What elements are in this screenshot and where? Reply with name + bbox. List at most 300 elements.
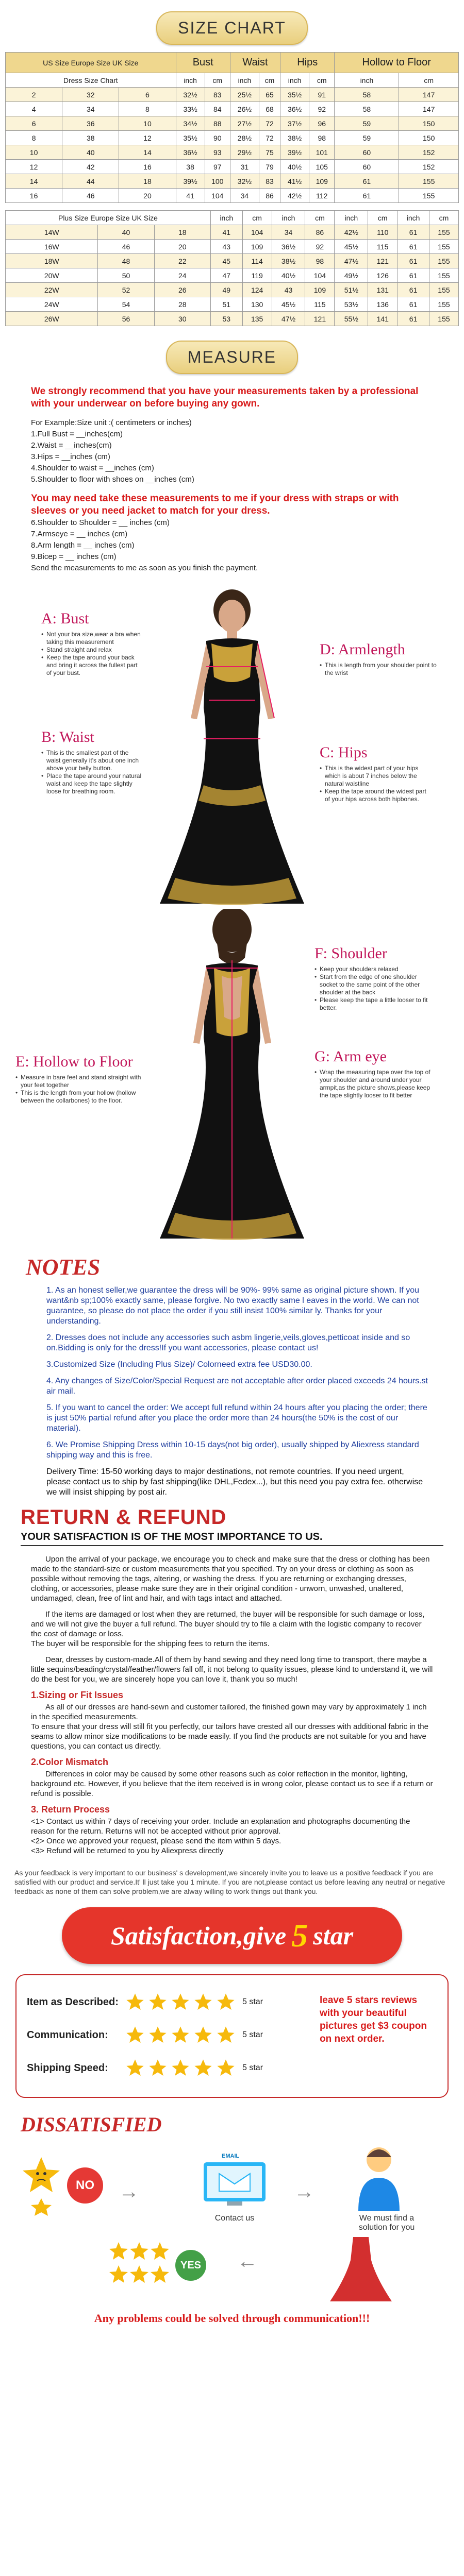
table-cell: 131 — [368, 283, 397, 297]
table-cell: 24W — [6, 297, 98, 312]
table-cell: 61 — [397, 283, 429, 297]
table-cell: 56 — [98, 312, 154, 326]
callout-waist-item: • Place the tape around your natural waist and keep the tape slightly loose for breathing room. — [41, 772, 144, 795]
table-cell: 119 — [242, 268, 272, 283]
table-cell: 34 — [272, 225, 305, 240]
star-icon — [193, 2058, 213, 2078]
callout-armlength — [320, 641, 443, 677]
table-cell: 150 — [399, 116, 459, 131]
table-cell: 155 — [429, 268, 458, 283]
star-icon — [125, 2058, 145, 2078]
measure-line: 9.Bicep = __ inches (cm) — [31, 552, 117, 561]
callout-bust-item: • Keep the tape around your back and bring it across the fullest part of your bust. — [41, 654, 144, 677]
star-group — [125, 1992, 236, 2012]
table-cell: 86 — [259, 189, 280, 203]
table-cell: 12 — [6, 160, 62, 174]
star-icon — [147, 2058, 168, 2078]
plus-table-subhead-label: Plus Size Europe Size UK Size — [6, 211, 211, 225]
plus-table-unit: inch — [210, 211, 242, 225]
table-cell: 152 — [399, 145, 459, 160]
table-cell: 28½ — [230, 131, 259, 145]
table-cell: 54 — [98, 297, 154, 312]
table-cell: 50 — [98, 268, 154, 283]
table-cell: 32½ — [230, 174, 259, 189]
table-cell: 152 — [399, 160, 459, 174]
table-cell: 8 — [119, 102, 176, 116]
table-cell: 109 — [242, 240, 272, 254]
measure-line: 6.Shoulder to Shoulder = __ inches (cm) — [31, 518, 170, 527]
star-icon — [216, 2025, 236, 2045]
callout-armeye-title: G: Arm eye — [314, 1048, 387, 1065]
table-cell: 98 — [305, 254, 335, 268]
star-group — [125, 2058, 236, 2078]
return-paragraph: Upon the arrival of your package, we encourage you to check and make sure that the dress or clothing has been made to the standard-size or custom measurements that you specified. Try on your dress or clothing as soon as possible without removing the tags, altering, or washing the dress. If you are returning or exchanging dresses, clothing, or accessories, please make sure they are in their original condition - unworn, unwashed, unaltered, undamaged, clean, free of lint and hair, and with tags intact and attached. — [31, 1555, 430, 1603]
table-head-hips: Hips — [280, 53, 335, 73]
size-chart-heading-wrap — [0, 0, 464, 52]
arrow-right-icon: → — [119, 2180, 139, 2203]
table-row — [6, 225, 459, 240]
table-cell: 20W — [6, 268, 98, 283]
callout-armeye — [314, 1048, 438, 1099]
table-cell: 150 — [399, 131, 459, 145]
table-cell: 72 — [259, 131, 280, 145]
table-cell: 36½ — [272, 240, 305, 254]
table-cell: 47½ — [272, 312, 305, 326]
table-cell: 115 — [305, 297, 335, 312]
table-cell: 130 — [242, 297, 272, 312]
table-subhead-unit: inch — [230, 73, 259, 88]
table-head-sizes: US Size Europe Size UK Size — [6, 53, 176, 73]
table-cell: 29½ — [230, 145, 259, 160]
table-cell: 88 — [205, 116, 230, 131]
plus-table-unit: cm — [368, 211, 397, 225]
measure-extra-note: You may need take these measurements to me if your dress with straps or with sleeves or you need jacket to match for your dress. — [31, 493, 399, 516]
table-cell: 147 — [399, 88, 459, 102]
table-cell: 92 — [305, 240, 335, 254]
table-row — [6, 297, 459, 312]
star-icon — [216, 2058, 236, 2078]
table-cell: 68 — [259, 102, 280, 116]
callout-waist-title: B: Waist — [41, 728, 94, 745]
rating-value: 5 star — [242, 2063, 263, 2072]
table-cell: 16 — [6, 189, 62, 203]
table-cell: 72 — [259, 116, 280, 131]
table-cell: 38 — [62, 131, 119, 145]
measure-example: For Example:Size unit :( centimeters or inches) — [31, 418, 192, 427]
table-cell: 34½ — [176, 116, 205, 131]
table-cell: 147 — [399, 102, 459, 116]
table-cell: 97 — [205, 160, 230, 174]
table-cell: 43 — [210, 240, 242, 254]
yes-badge: YES — [175, 2250, 206, 2281]
satisfaction-banner — [62, 1907, 402, 1964]
table-row — [6, 102, 459, 116]
measure-line: 4.Shoulder to waist = __inches (cm) — [31, 464, 154, 472]
arrow-right-icon: → — [294, 2180, 314, 2203]
note-item: 6. We Promise Shipping Dress within 10-15 days(not big order), usually shipped by Aliexress standard shipping way and this is free. — [46, 1440, 419, 1460]
table-cell: 155 — [429, 225, 458, 240]
table-cell: 45½ — [335, 240, 368, 254]
star-icon — [147, 2025, 168, 2045]
return-paragraph: <1> Contact us within 7 days of receiving your order. Include an explanation and photographs documenting the reason for the return. Returns will not be accepted without prior approval. <2> Once we approved your request, please send the item within 5 days. <3> Refund will be returned to you by Aliexpress directly — [31, 1817, 410, 1855]
table-cell: 110 — [368, 225, 397, 240]
callout-shoulder-item: • Keep your shoulders relaxed — [314, 965, 433, 973]
table-cell: 112 — [309, 189, 335, 203]
email-label: EMAIL — [222, 2153, 240, 2159]
table-cell: 42½ — [280, 189, 309, 203]
table-cell: 38 — [176, 160, 205, 174]
table-cell: 121 — [368, 254, 397, 268]
table-cell: 105 — [309, 160, 335, 174]
table-cell: 60 — [335, 145, 399, 160]
table-cell: 90 — [205, 131, 230, 145]
table-cell: 10 — [119, 116, 176, 131]
table-cell: 14 — [6, 174, 62, 189]
table-head-hollow: Hollow to Floor — [335, 53, 459, 73]
table-cell: 16W — [6, 240, 98, 254]
table-cell: 6 — [119, 88, 176, 102]
table-subhead-unit: cm — [205, 73, 230, 88]
callout-armeye-item: • Wrap the measuring tape over the top of your shoulder and around under your armpit,as the picture shows,please keep the tape slightly looser to fit better — [314, 1069, 438, 1099]
table-cell: 83 — [259, 174, 280, 189]
callout-bust-title: A: Bust — [41, 610, 89, 627]
table-cell: 40 — [62, 145, 119, 160]
table-cell: 26W — [6, 312, 98, 326]
table-cell: 18 — [119, 174, 176, 189]
table-cell: 60 — [335, 160, 399, 174]
table-cell: 36½ — [176, 145, 205, 160]
table-cell: 155 — [429, 312, 458, 326]
table-cell: 155 — [429, 240, 458, 254]
table-cell: 32 — [62, 88, 119, 102]
table-cell: 45 — [210, 254, 242, 268]
note-item: 4. Any changes of Size/Color/Special Request are not acceptable after order placed exceeds 24 hours.st air mail. — [46, 1377, 428, 1396]
table-row — [6, 240, 459, 254]
rating-label: Shipping Speed: — [27, 2062, 108, 2074]
table-cell: 61 — [397, 268, 429, 283]
table-cell: 20 — [119, 189, 176, 203]
table-row — [6, 174, 459, 189]
table-row — [6, 254, 459, 268]
standard-size-rows — [6, 88, 459, 203]
table-cell: 83 — [205, 88, 230, 102]
feedback-text: As your feedback is very important to our business' s development,we sincerely invite you to leave us a positive feedback if you are satisfied with our product and service.It' ll just take you 1 minute. If you are not,please contact us before leaving any neutral or negative feedback as none of them can solve problem,we are alway willing to work things out thank you. — [14, 1869, 445, 1895]
star-icon — [125, 1992, 145, 2012]
table-cell: 4 — [6, 102, 62, 116]
table-cell: 65 — [259, 88, 280, 102]
measure-instructions — [0, 381, 464, 574]
callout-waist-item: • This is the smallest part of the waist generally it's about one inch above your belly button. — [41, 749, 144, 772]
measure-heading-wrap — [0, 326, 464, 381]
table-cell: 101 — [309, 145, 335, 160]
table-row — [6, 268, 459, 283]
table-cell: 114 — [242, 254, 272, 268]
table-cell: 53½ — [335, 297, 368, 312]
table-cell: 33½ — [176, 102, 205, 116]
contact-us-caption: Contact us — [214, 2214, 255, 2223]
no-badge: NO — [67, 2167, 103, 2204]
table-cell: 48 — [98, 254, 154, 268]
notes-title: NOTES — [26, 1255, 101, 1280]
table-cell: 46 — [98, 240, 154, 254]
table-cell: 84 — [205, 102, 230, 116]
satisfaction-banner-star: star — [313, 1921, 354, 1950]
table-cell: 34 — [230, 189, 259, 203]
table-subhead-unit: inch — [335, 73, 399, 88]
table-cell: 30 — [154, 312, 210, 326]
dress-product-icon — [325, 2232, 397, 2304]
table-cell: 155 — [399, 189, 459, 203]
notes-body — [0, 1280, 464, 1498]
table-cell: 37½ — [280, 116, 309, 131]
table-row — [6, 283, 459, 297]
satisfaction-banner-number: 5 — [291, 1917, 308, 1954]
table-cell: 42½ — [335, 225, 368, 240]
table-cell: 104 — [205, 189, 230, 203]
callout-hips — [320, 744, 433, 803]
table-cell: 51 — [210, 297, 242, 312]
measure-send-note: Send the measurements to me as soon as you finish the payment. — [31, 564, 258, 572]
table-cell: 124 — [242, 283, 272, 297]
rating-value: 5 star — [242, 1997, 263, 2006]
callout-hollow — [15, 1053, 144, 1105]
table-cell: 40½ — [280, 160, 309, 174]
table-cell: 121 — [305, 312, 335, 326]
rating-label: Item as Described: — [27, 1996, 119, 2008]
table-cell: 35½ — [280, 88, 309, 102]
satisfaction-banner-text: Satisfaction,give — [110, 1921, 287, 1950]
table-head-waist: Waist — [230, 53, 280, 73]
table-cell: 141 — [368, 312, 397, 326]
table-cell: 109 — [305, 283, 335, 297]
table-cell: 38½ — [272, 254, 305, 268]
table-cell: 79 — [259, 160, 280, 174]
star-icon — [193, 1992, 213, 2012]
table-subhead-unit: cm — [399, 73, 459, 88]
table-row — [6, 88, 459, 102]
table-row — [6, 131, 459, 145]
table-row — [6, 189, 459, 203]
plus-table-unit: inch — [272, 211, 305, 225]
table-cell: 26 — [154, 283, 210, 297]
table-cell: 49½ — [335, 268, 368, 283]
measure-line: 1.Full Bust = __inches(cm) — [31, 430, 123, 438]
callout-hips-title: C: Hips — [320, 744, 368, 761]
table-cell: 47 — [210, 268, 242, 283]
note-item: 1. As an honest seller,we guarantee the dress will be 90%- 99% same as original picture shown. If you want&nb sp;100% exactly same, please forgive. No two exactly same l eaves in the world. We can not guarantee, so please do not place the order if you still insist 100% similar ly. Thanks for your understanding. — [46, 1286, 420, 1326]
table-cell: 61 — [397, 254, 429, 268]
return-heading: 2.Color Mismatch — [31, 1757, 109, 1767]
callout-hips-item: • Keep the tape around the widest part of your hips across both hipbones. — [320, 788, 433, 803]
callout-bust — [41, 610, 144, 677]
arrow-left-icon: ← — [237, 2250, 258, 2273]
solution-caption: We must find a solution for you — [358, 2214, 415, 2232]
table-cell: 59 — [335, 131, 399, 145]
dissatisfied-title: DISSATISFIED — [21, 2113, 162, 2136]
measure-line: 2.Waist = __inches(cm) — [31, 441, 112, 450]
table-cell: 34 — [62, 102, 119, 116]
coupon-promo: leave 5 stars reviews with your beautiful pictures get $3 coupon on next order. — [320, 1995, 427, 2044]
table-subhead-unit: inch — [176, 73, 205, 88]
table-cell: 44 — [62, 174, 119, 189]
return-paragraph: As all of our dresses are hand-sewn and customer tailored, the finished gown may vary by approximately 1 inch in the specified measurements. To ensure that your dress will still fit you perfectly, our tailors have crested all our dresses with additional fabric in the seams to allow minor size modifications to be made easily. If you find the products are not suitable for you and have questions, you can contact us directly. — [31, 1703, 428, 1751]
table-cell: 115 — [368, 240, 397, 254]
callout-shoulder-title: F: Shoulder — [314, 945, 387, 962]
table-row — [6, 116, 459, 131]
table-cell: 136 — [368, 297, 397, 312]
table-cell: 49 — [210, 283, 242, 297]
table-cell: 75 — [259, 145, 280, 160]
table-cell: 45½ — [272, 297, 305, 312]
table-cell: 58 — [335, 88, 399, 102]
return-paragraph: Dear, dresses by custom-made.All of them by hand sewing and they need long time to transport, there maybe a little sequins/beading/crystal/feather/flowers fall off, it not belong to quality issues, please kind to understand it, we will do the best for you, we are sincerely hope you can love it, thank you so much! — [31, 1655, 433, 1684]
table-cell: 40 — [98, 225, 154, 240]
plus-table-unit: cm — [429, 211, 458, 225]
rating-value: 5 star — [242, 2030, 263, 2039]
callout-bust-item: • Stand straight and relax — [41, 646, 144, 654]
callout-armlength-item: • This is length from your shoulder point to the wrist — [320, 662, 443, 677]
table-cell: 109 — [309, 174, 335, 189]
star-icon — [147, 1992, 168, 2012]
table-cell: 61 — [335, 189, 399, 203]
measure-line: 5.Shoulder to floor with shoes on __inches (cm) — [31, 475, 194, 484]
star-icon — [170, 2025, 191, 2045]
table-cell: 36½ — [280, 102, 309, 116]
table-cell: 16 — [119, 160, 176, 174]
table-cell: 41 — [210, 225, 242, 240]
table-cell: 96 — [309, 116, 335, 131]
plus-size-table — [5, 210, 459, 326]
table-cell: 155 — [399, 174, 459, 189]
return-refund-subtitle: YOUR SATISFACTION IS OF THE MOST IMPORTANCE TO US. — [21, 1531, 323, 1543]
table-cell: 55½ — [335, 312, 368, 326]
table-cell: 25½ — [230, 88, 259, 102]
table-cell: 39½ — [280, 145, 309, 160]
rating-label: Communication: — [27, 2029, 108, 2041]
callout-hollow-item: • Measure in bare feet and stand straight with your feet together — [15, 1074, 144, 1089]
callout-hollow-title: E: Hollow to Floor — [15, 1053, 133, 1070]
table-cell: 24 — [154, 268, 210, 283]
star-icon — [125, 2025, 145, 2045]
support-person-icon — [345, 2142, 412, 2214]
table-cell: 18W — [6, 254, 98, 268]
table-cell: 31 — [230, 160, 259, 174]
callout-bust-item: • Not your bra size,wear a bra when taking this measurement — [41, 631, 144, 646]
table-cell: 98 — [309, 131, 335, 145]
table-cell: 35½ — [176, 131, 205, 145]
star-icon — [170, 2058, 191, 2078]
table-cell: 47½ — [335, 254, 368, 268]
table-cell: 41 — [176, 189, 205, 203]
table-cell: 2 — [6, 88, 62, 102]
table-cell: 52 — [98, 283, 154, 297]
table-cell: 18 — [154, 225, 210, 240]
callout-shoulder-item: • Start from the edge of one shoulder socket to the same point of the other shoulder at the back — [314, 973, 433, 996]
note-item: 3.Customized Size (Including Plus Size)/ Colorneed extra fee USD30.00. — [46, 1360, 312, 1369]
table-cell: 27½ — [230, 116, 259, 131]
table-cell: 53 — [210, 312, 242, 326]
table-cell: 61 — [335, 174, 399, 189]
measurement-illustration — [0, 589, 464, 1249]
table-cell: 28 — [154, 297, 210, 312]
table-head-bust: Bust — [176, 53, 230, 73]
table-cell: 38½ — [280, 131, 309, 145]
table-row — [6, 312, 459, 326]
return-paragraph: Differences in color may be caused by some other reasons such as color reflection in the monitor, lighting, background etc. However, if you believe that the item received is in wrong color, please contact us to see if a return or refund is possible. — [31, 1770, 433, 1798]
size-chart-title: SIZE CHART — [156, 11, 308, 45]
divider — [21, 1545, 443, 1546]
table-cell: 58 — [335, 102, 399, 116]
return-heading: 3. Return Process — [31, 1804, 110, 1815]
callout-waist — [41, 728, 144, 795]
table-cell: 59 — [335, 116, 399, 131]
table-subhead-unit: cm — [259, 73, 280, 88]
table-cell: 155 — [429, 283, 458, 297]
plus-size-rows — [6, 225, 459, 326]
callout-armlength-title: D: Armlength — [320, 641, 405, 658]
table-cell: 61 — [397, 225, 429, 240]
note-item: 2. Dresses does not include any accessories such asbm lingerie,veils,gloves,petticoat inside and so on.Bidding is only for the dress!If you want accessories, please contact us! — [46, 1333, 410, 1352]
return-heading: 1.Sizing or Fit Issues — [31, 1690, 124, 1700]
table-cell: 93 — [205, 145, 230, 160]
table-cell: 10 — [6, 145, 62, 160]
table-cell: 135 — [242, 312, 272, 326]
return-paragraph: If the items are damaged or lost when they are returned, the buyer will be responsible for such damage or loss, and we will not give the buyer a full refund. The buyer should try to file a claim with the logistic company to recover the cost of damage or loss. The buyer will be responsible for the shipping fees to return the items. — [31, 1610, 425, 1648]
table-cell: 41½ — [280, 174, 309, 189]
table-cell: 86 — [305, 225, 335, 240]
plus-table-unit: cm — [242, 211, 272, 225]
table-cell: 61 — [397, 312, 429, 326]
note-item: 5. If you want to cancel the order: We accept full refund within 24 hours after you placing the order; there is just 50% partial refund after you place the order more than 24 hours(the 50% is the cost of our material). — [46, 1403, 427, 1433]
table-cell: 104 — [305, 268, 335, 283]
footer-message: Any problems could be solved through communication!!! — [94, 2312, 370, 2325]
star-icon — [193, 2025, 213, 2045]
table-subhead-unit: cm — [309, 73, 335, 88]
table-cell: 104 — [242, 225, 272, 240]
callout-hollow-item: • This is the length from your hollow (hollow between the collarbones) to the floor. — [15, 1089, 144, 1105]
table-subhead-unit: inch — [280, 73, 309, 88]
table-row — [6, 160, 459, 174]
table-row — [6, 145, 459, 160]
table-cell: 14W — [6, 225, 98, 240]
table-cell: 155 — [429, 254, 458, 268]
table-cell: 6 — [6, 116, 62, 131]
measure-title: MEASURE — [166, 341, 298, 374]
table-cell: 14 — [119, 145, 176, 160]
callout-shoulder-item: • Please keep the tape a little looser to fit better. — [314, 996, 433, 1012]
measure-line: 8.Arm length = __ inches (cm) — [31, 541, 135, 550]
happy-stars-icon — [108, 2240, 242, 2301]
table-cell: 22W — [6, 283, 98, 297]
return-refund-body — [0, 1551, 464, 1856]
star-icon — [170, 1992, 191, 2012]
table-cell: 43 — [272, 283, 305, 297]
callout-hips-item: • This is the widest part of your hips which is about 7 inches below the natural waistline — [320, 765, 433, 788]
plus-table-unit: cm — [305, 211, 335, 225]
plus-table-unit: inch — [335, 211, 368, 225]
table-cell: 100 — [205, 174, 230, 189]
table-cell: 39½ — [176, 174, 205, 189]
table-cell: 61 — [397, 240, 429, 254]
table-cell: 26½ — [230, 102, 259, 116]
standard-size-table — [5, 52, 459, 203]
table-cell: 92 — [309, 102, 335, 116]
table-cell: 36 — [62, 116, 119, 131]
table-subhead-label: Dress Size Chart — [6, 73, 176, 88]
return-refund-title: RETURN & REFUND — [21, 1506, 227, 1529]
rating-box — [15, 1974, 449, 2098]
table-cell: 46 — [62, 189, 119, 203]
